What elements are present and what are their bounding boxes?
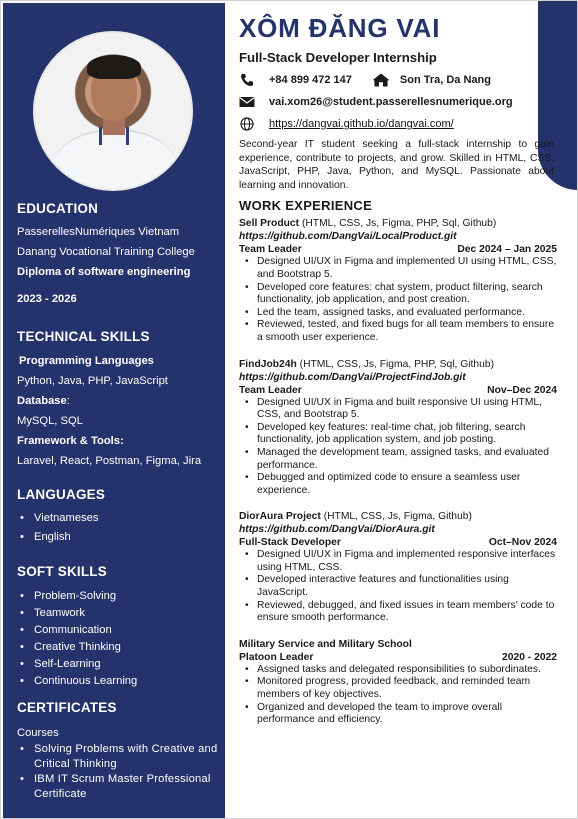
education-degree: Diploma of software engineering [17, 266, 191, 278]
sidebar [3, 3, 225, 818]
project-role-row [239, 243, 557, 256]
database-value: MySQL, SQL [17, 415, 83, 427]
technical-skills-heading: TECHNICAL SKILLS [17, 329, 150, 344]
certificates-heading: CERTIFICATES [17, 700, 117, 715]
languages-section [17, 487, 222, 547]
profile-photo [33, 31, 193, 191]
project-stack: (HTML, CSS, Js, Figma, PHP, Sql, Github) [296, 358, 495, 370]
project-role-row [239, 536, 557, 549]
programming-languages-label: Programming Languages [19, 355, 154, 367]
home-icon [372, 73, 390, 87]
education-years: 2023 - 2026 [17, 293, 77, 305]
bullet-item: • Designed UI/UX in Figma and implemented UI using HTML, CSS, and Bootstrap 5. [239, 256, 557, 281]
project-title [239, 510, 557, 523]
project-role: Platoon Leader [239, 651, 314, 663]
project-link[interactable]: https://github.com/DangVai/DiorAura.git [239, 524, 435, 536]
project-title [239, 358, 557, 371]
database-colon: : [66, 395, 70, 407]
certificates-list [17, 742, 222, 802]
project-bullets [239, 549, 557, 625]
email-address[interactable]: vai.xom26@student.passerellesnumerique.org [269, 96, 513, 108]
project-date: Nov–Dec 2024 [487, 384, 557, 396]
soft-skill-item: • Teamwork [17, 605, 222, 622]
project-role: Full-Stack Developer [239, 537, 341, 549]
bullet-item: • Designed UI/UX in Figma and implemented responsive interfaces using HTML, CSS. [239, 549, 557, 574]
candidate-name: XÔM ĐĂNG VAI [239, 13, 441, 43]
bullet-item: • Managed the development team, assigned tasks, and evaluated performance. [239, 447, 557, 472]
education-school-1: PasserellesNumériques Vietnam [17, 226, 180, 238]
phone-icon [239, 73, 255, 87]
soft-skills-heading: SOFT SKILLS [17, 564, 107, 579]
soft-skills-list [17, 588, 222, 690]
bullet-item: • Developed core features: chat system, product filtering, search functionality, job application, and post creation. [239, 282, 557, 307]
project-link[interactable]: https://github.com/DangVai/ProjectFindJob.git [239, 371, 466, 383]
project-name: DiorAura Project [239, 511, 321, 523]
bullet-item: • Debugged and optimized code to ensure a seamless user experience. [239, 472, 557, 497]
project-role: Team Leader [239, 244, 302, 256]
project-role: Team Leader [239, 384, 302, 396]
language-item: • Vietnameses [17, 509, 222, 528]
programming-languages-value: Python, Java, PHP, JavaScript [17, 375, 168, 387]
database-label: Database [17, 395, 67, 407]
bullet-item: • Developed key features: real-time chat, job filtering, search functionality, job application system, and job posting. [239, 422, 557, 447]
database-label-row [17, 391, 222, 411]
contact-row-email [239, 91, 557, 113]
bullet-item: • Monitored progress, provided feedback, and reminded team members of key objectives. [239, 676, 557, 701]
contact-row-website [239, 113, 557, 135]
project-military-service [239, 638, 557, 727]
languages-heading: LANGUAGES [17, 487, 106, 502]
languages-list [17, 509, 222, 547]
certificates-intro: Courses [17, 727, 59, 739]
education-section [17, 201, 222, 307]
soft-skill-item: • Communication [17, 622, 222, 639]
contact-row-phone [239, 69, 557, 91]
project-sell-product [239, 217, 557, 344]
project-bullets [239, 664, 557, 727]
certificate-item: • IBM IT Scrum Master Professional Certificate [17, 772, 222, 802]
bullet-item: • Assigned tasks and delegated responsibilities to subordinates. [239, 664, 557, 677]
bullet-item: • Organized and developed the team to improve overall performance and efficiency. [239, 702, 557, 727]
framework-tools-value: Laravel, React, Postman, Figma, Jira [17, 455, 202, 467]
project-title [239, 638, 557, 651]
project-link[interactable]: https://github.com/DangVai/LocalProduct.git [239, 231, 457, 243]
project-bullets [239, 397, 557, 498]
soft-skill-item: • Self-Learning [17, 656, 222, 673]
globe-icon [239, 117, 255, 131]
soft-skill-item: • Problem-Solving [17, 588, 222, 605]
project-date: Dec 2024 – Jan 2025 [457, 244, 557, 256]
phone-number: +84 899 472 147 [269, 74, 352, 86]
soft-skill-item: • Creative Thinking [17, 639, 222, 656]
soft-skills-section [17, 564, 222, 690]
project-role-row [239, 384, 557, 397]
work-experience-heading: WORK EXPERIENCE [239, 198, 373, 214]
website-link[interactable]: https://dangvai.github.io/dangvai.com/ [269, 118, 454, 130]
education-heading: EDUCATION [17, 201, 99, 216]
framework-tools-label: Framework & Tools: [17, 435, 124, 447]
soft-skill-item: • Continuous Learning [17, 673, 222, 690]
project-stack: (HTML, CSS, Js, Figma, Github) [320, 511, 472, 523]
bullet-item: • Developed interactive features and functionalities using JavaScript. [239, 574, 557, 599]
project-bullets [239, 256, 557, 344]
project-name: Sell Product [239, 218, 300, 230]
project-name: FindJob24h [239, 358, 297, 370]
email-icon [239, 95, 255, 109]
language-item: • English [17, 528, 222, 547]
technical-skills-section [17, 329, 222, 471]
project-findjob24h [239, 358, 557, 498]
certificates-section [17, 700, 222, 802]
job-title: Full-Stack Developer Internship [239, 50, 437, 65]
project-title [239, 217, 557, 230]
bullet-item: • Reviewed, debugged, and fixed issues in team members' code to ensure smooth performance. [239, 600, 557, 625]
bullet-item: • Reviewed, tested, and fixed bugs for all team members to ensure a smooth user experience. [239, 319, 557, 344]
project-dioraura [239, 510, 557, 625]
profile-summary: Second-year IT student seeking a full-stack internship to gain experience, contribute to projects, and grow. Skilled in HTML, CSS, JavaScript, PHP, Java, Python, and MySQL. Passionate about learning and innovation. [239, 139, 554, 191]
project-date: Oct–Nov 2024 [488, 537, 557, 549]
contact-block [239, 69, 557, 135]
main-content [239, 3, 557, 727]
project-date: 2020 - 2022 [502, 651, 557, 663]
project-stack: (HTML, CSS, Js, Figma, PHP, Sql, Github) [299, 218, 497, 230]
certificate-item: • Solving Problems with Creative and Critical Thinking [17, 742, 222, 772]
location: Son Tra, Da Nang [399, 74, 491, 86]
bullet-item: • Led the team, assigned tasks, and evaluated performance. [239, 307, 557, 320]
bullet-item: • Designed UI/UX in Figma and built responsive UI using HTML, CSS, and Bootstrap 5. [239, 397, 557, 422]
project-role-row [239, 651, 557, 664]
education-school-2: Danang Vocational Training College [17, 246, 195, 258]
project-name: Military Service and Military School [239, 638, 412, 650]
